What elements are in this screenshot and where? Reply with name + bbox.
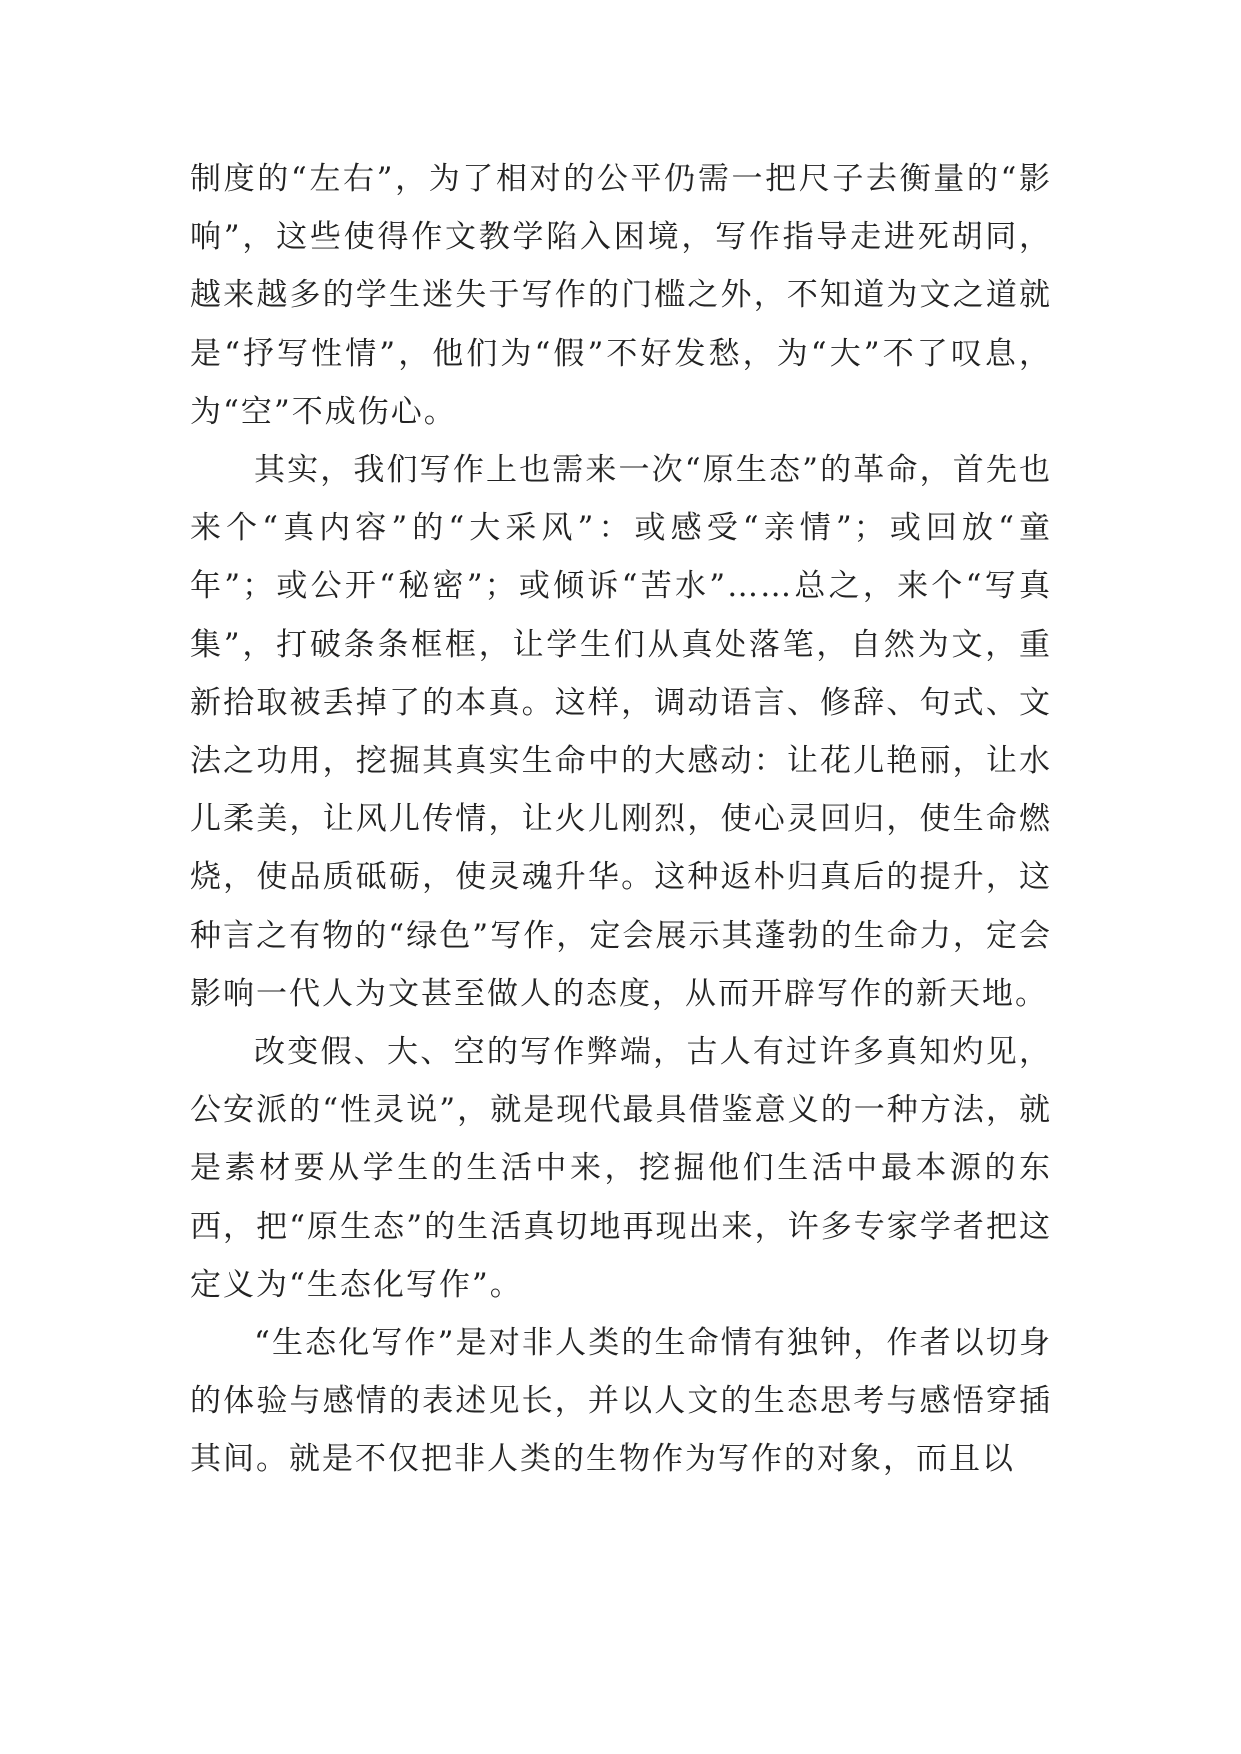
paragraph-1: 制度的“左右”，为了相对的公平仍需一把尺子去衡量的“影响”，这些使得作文教学陷入困境，写作指导走进死胡同，越来越多的学生迷失于写作的门槛之外，不知道为文之道就是“抒写性情”，他们为“假”不好发愁，为“大”不了叹息，为“空”不成伤心。 [190, 161, 1052, 430]
paragraph-4: “生态化写作”是对非人类的生命情有独钟，作者以切身的体验与感情的表述见长，并以人文的生态思考与感悟穿插其间。就是不仅把非人类的生物作为写作的对象，而且以 [190, 1325, 1052, 1478]
document-body [190, 150, 1052, 1489]
paragraph-3: 改变假、大、空的写作弊端，古人有过许多真知灼见，公安派的“性灵说”，就是现代最具借鉴意义的一种方法，就是素材要从学生的生活中来，挖掘他们生活中最本源的东西，把“原生态”的生活真切地再现出来，许多专家学者把这定义为“生态化写作”。 [190, 1034, 1052, 1303]
paragraph-2: 其实，我们写作上也需来一次“原生态”的革命，首先也来个“真内容”的“大采风”：或感受“亲情”；或回放“童年”；或公开“秘密”；或倾诉“苦水”……总之，来个“写真集”，打破条条框框，让学生们从真处落笔，自然为文，重新拾取被丢掉了的本真。这样，调动语言、修辞、句式、文法之功用，挖掘其真实生命中的大感动：让花儿艳丽，让水儿柔美，让风儿传情，让火儿刚烈，使心灵回归，使生命燃烧，使品质砥砺，使灵魂升华。这种返朴归真后的提升，这种言之有物的“绿色”写作，定会展示其蓬勃的生命力，定会影响一代人为文甚至做人的态度，从而开辟写作的新天地。 [190, 452, 1052, 1012]
